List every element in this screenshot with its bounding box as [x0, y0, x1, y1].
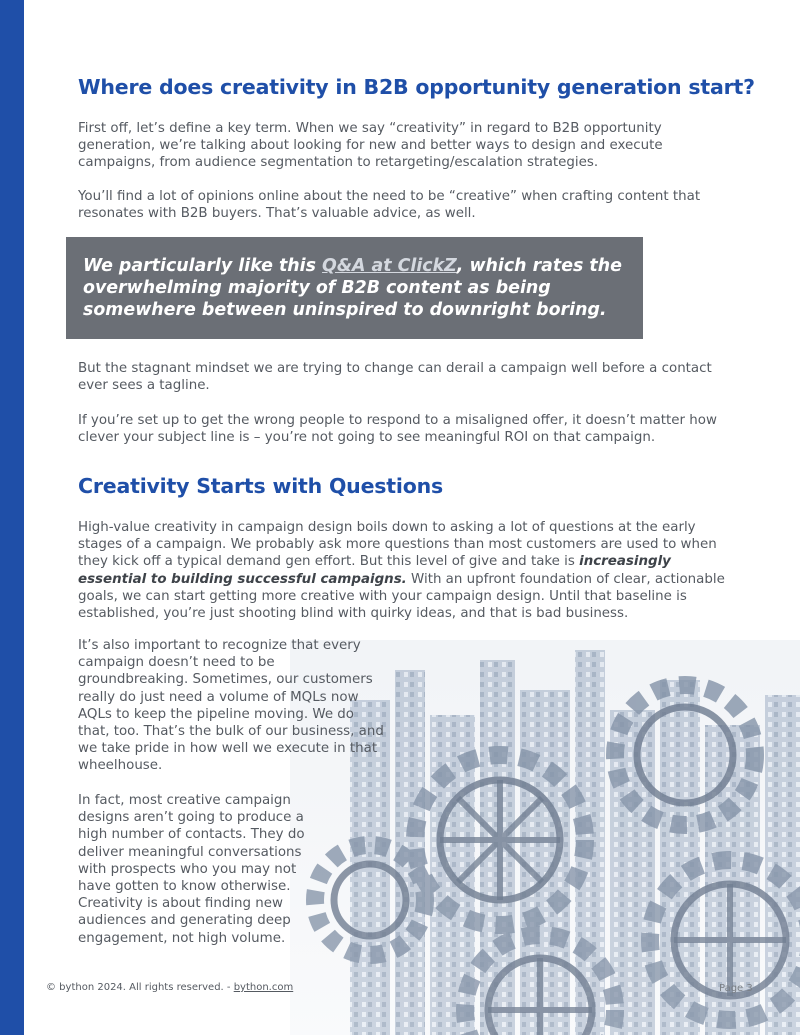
- paragraph-wrong-people: If you’re set up to get the wrong people to respond to a misaligned offer, it doesn’t matter how clever your subject line is – you’re not going to see meaningful ROI on that campaign.: [78, 413, 717, 446]
- callout-quote-box: [66, 237, 643, 339]
- bython-link[interactable]: bython.com: [233, 982, 294, 993]
- footer-copyright: [46, 982, 293, 993]
- copyright-text: © bython 2024. All rights reserved. -: [46, 982, 234, 993]
- paragraph-define-creativity: First off, let’s define a key term. When we say “creativity” in regard to B2B opportunity generation, we’re talking about looking for new and better ways to design and execute campaigns, from audience segmentation to retargeting/escalation strategies.: [78, 121, 663, 171]
- left-accent-bar: [0, 0, 24, 1035]
- paragraph-high-value-creativity: [78, 519, 728, 622]
- section-heading-questions: Creativity Starts with Questions: [78, 474, 443, 498]
- paragraph-opinions-online: You’ll find a lot of opinions online about the need to be “creative” when crafting content that resonates with B2B buyers. That’s valuable advice, as well.: [78, 189, 701, 222]
- paragraph-not-groundbreaking: It’s also important to recognize that every campaign doesn’t need to be groundbreaking. Sometimes, our customers really do just need a volume of MQLs now AQLs to keep the pipeline moving. We do that, too. That’s the bulk of our business, and we take pride in how well we execute in that wheelhouse.: [78, 638, 384, 774]
- section-heading-creativity-start: Where does creativity in B2B opportunity generation start?: [78, 75, 755, 99]
- paragraph-text-b: With an upfront foundation of clear, actionable goals, we can start getting more creative with your campaign design. Until that baseline is established, you’re just shooting blind with quirky ideas, and that is bad business.: [78, 571, 725, 622]
- callout-text-prefix: We particularly like this: [83, 256, 323, 276]
- callout-text-suffix: , which rates the overwhelming majority of B2B content as being somewhere between uninspired to downright boring.: [83, 256, 622, 321]
- emphasis-essential: increasingly essential to building successful campaigns.: [78, 554, 671, 587]
- paragraph-stagnant-mindset: But the stagnant mindset we are trying to change can derail a campaign well before a contact ever sees a tagline.: [78, 361, 712, 394]
- clickz-link[interactable]: Q&A at ClickZ: [322, 256, 457, 276]
- paragraph-text-a: High-value creativity in campaign design boils down to asking a lot of questions at the early stages of a campaign. We probably ask more questions than most customers are used to when they kick off a typical demand gen effort. But this level of give and take is: [78, 520, 717, 570]
- paragraph-creative-campaigns: In fact, most creative campaign designs aren’t going to produce a high number of contacts. They do deliver meaningful conversations with prospects who you may not have gotten to know otherwise. Creativity is about finding new audiences and generating deep engagement, not high volume.: [78, 793, 305, 946]
- page-number: Page 3: [719, 983, 753, 994]
